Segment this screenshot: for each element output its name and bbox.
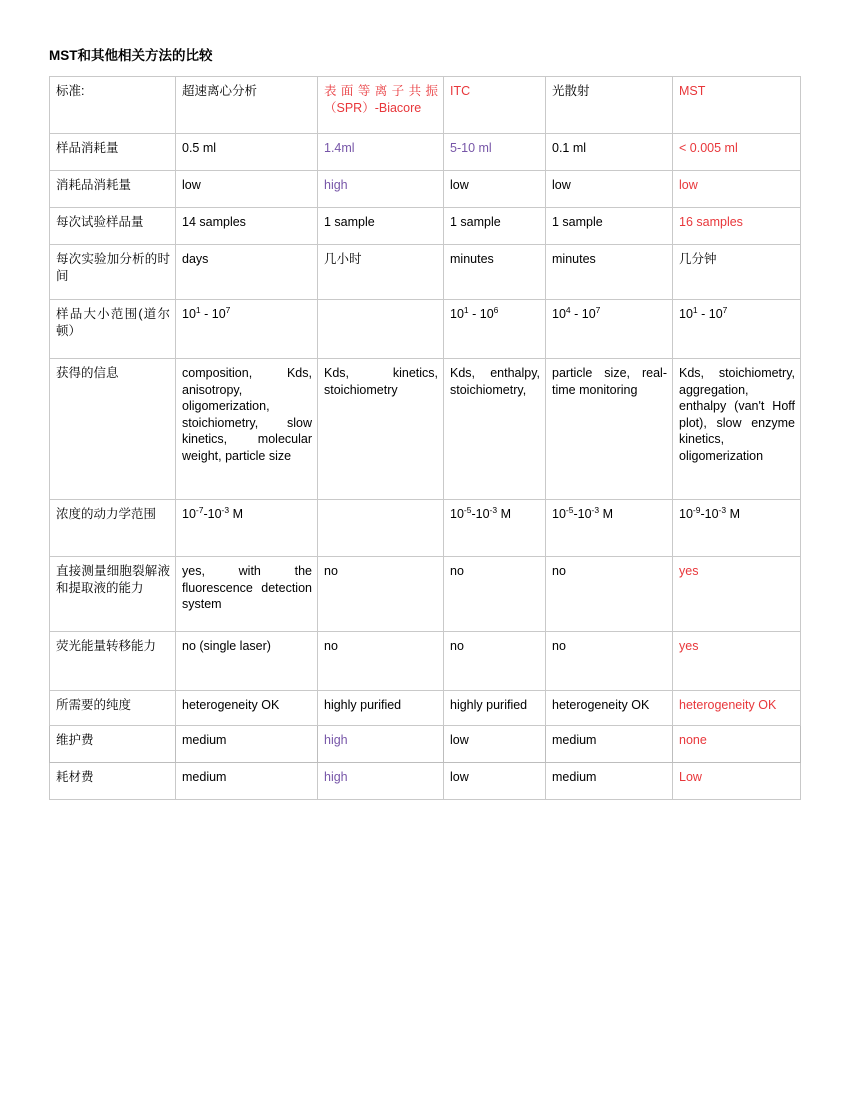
cell-sample-size-range-auc: $10^1 - 10^7$ [176,300,318,359]
cell-time-per-experiment-itc: minutes [444,245,546,300]
cell-maintenance-cost-mst: none [673,726,801,763]
row-label-purity-required: 所需要的纯度 [50,691,176,726]
table-header-row [50,77,801,134]
comparison-table [49,76,801,800]
cell-fret-capability-ls: no [546,632,673,691]
table-row [50,300,801,359]
cell-information-obtained-ls: particle size, real-time monitoring [546,359,673,500]
cell-direct-lysate-measurement-itc: no [444,557,546,632]
cell-purity-required-ls: heterogeneity OK [546,691,673,726]
cell-consumables-cost-itc: low [444,763,546,800]
row-label-time-per-experiment: 每次实验加分析的时间 [50,245,176,300]
cell-consumables-cost-mst: Low [673,763,801,800]
cell-fret-capability-spr: no [318,632,444,691]
cell-information-obtained-spr: Kds, kinetics, stoichiometry [318,359,444,500]
table-row [50,500,801,557]
cell-consumable-consumption-itc: low [444,171,546,208]
cell-maintenance-cost-ls: medium [546,726,673,763]
cell-fret-capability-auc: no (single laser) [176,632,318,691]
cell-fret-capability-itc: no [444,632,546,691]
table-row [50,691,801,726]
cell-consumables-cost-spr: high [318,763,444,800]
table-row [50,763,801,800]
cell-samples-per-experiment-auc: 14 samples [176,208,318,245]
column-header-spr: 表面等离子共振（SPR）-Biacore [318,77,444,134]
cell-consumables-cost-auc: medium [176,763,318,800]
cell-fret-capability-mst: yes [673,632,801,691]
row-label-direct-lysate-measurement: 直接测量细胞裂解液和提取液的能力 [50,557,176,632]
cell-sample-consumption-spr: 1.4ml [318,134,444,171]
table-body [50,77,801,800]
row-label-concentration-dynamic-range: 浓度的动力学范围 [50,500,176,557]
cell-direct-lysate-measurement-auc: yes, with the fluorescence detection system [176,557,318,632]
cell-concentration-dynamic-range-auc: $10^{-7}-10^{-3}$ M [176,500,318,557]
row-label-sample-consumption: 样品消耗量 [50,134,176,171]
row-label-maintenance-cost: 维护费 [50,726,176,763]
row-label-consumable-consumption: 消耗品消耗量 [50,171,176,208]
cell-sample-size-range-itc: $10^1 - 10^6$ [444,300,546,359]
row-label-fret-capability: 荧光能量转移能力 [50,632,176,691]
cell-time-per-experiment-ls: minutes [546,245,673,300]
page-title: MST和其他相关方法的比较 [49,48,213,63]
table-row [50,171,801,208]
cell-samples-per-experiment-ls: 1 sample [546,208,673,245]
cell-direct-lysate-measurement-spr: no [318,557,444,632]
row-label-information-obtained: 获得的信息 [50,359,176,500]
cell-purity-required-spr: highly purified [318,691,444,726]
table-row [50,359,801,500]
column-header-auc: 超速离心分析 [176,77,318,134]
cell-consumable-consumption-auc: low [176,171,318,208]
cell-information-obtained-mst: Kds, stoichiometry, aggregation, enthalpy (van't Hoff plot), slow enzyme kinetics, oligomerization [673,359,801,500]
table-row [50,134,801,171]
cell-concentration-dynamic-range-spr [318,500,444,557]
table-row [50,208,801,245]
cell-time-per-experiment-mst: 几分钟 [673,245,801,300]
cell-concentration-dynamic-range-mst: $10^{-9}-10^{-3}$ M [673,500,801,557]
row-label-sample-size-range: 样品大小范围(道尔顿） [50,300,176,359]
cell-sample-size-range-ls: $10^4 - 10^7$ [546,300,673,359]
cell-consumable-consumption-ls: low [546,171,673,208]
table-row [50,245,801,300]
cell-sample-consumption-ls: 0.1 ml [546,134,673,171]
row-label-samples-per-experiment: 每次试验样品量 [50,208,176,245]
cell-sample-size-range-spr [318,300,444,359]
cell-direct-lysate-measurement-mst: yes [673,557,801,632]
row-label-consumables-cost: 耗材费 [50,763,176,800]
cell-information-obtained-auc: composition, Kds, anisotropy, oligomerization, stoichiometry, slow kinetics, molecular weight, particle size [176,359,318,500]
cell-samples-per-experiment-mst: 16 samples [673,208,801,245]
table-row [50,632,801,691]
cell-concentration-dynamic-range-itc: $10^{-5}-10^{-3}$ M [444,500,546,557]
cell-time-per-experiment-auc: days [176,245,318,300]
column-header-criterion: 标准: [50,77,176,134]
cell-consumable-consumption-spr: high [318,171,444,208]
cell-purity-required-auc: heterogeneity OK [176,691,318,726]
cell-time-per-experiment-spr: 几小时 [318,245,444,300]
cell-maintenance-cost-spr: high [318,726,444,763]
cell-sample-consumption-mst: < 0.005 ml [673,134,801,171]
cell-sample-size-range-mst: $10^1 - 10^7$ [673,300,801,359]
cell-purity-required-mst: heterogeneity OK [673,691,801,726]
cell-sample-consumption-itc: 5-10 ml [444,134,546,171]
table-row [50,557,801,632]
column-header-ls: 光散射 [546,77,673,134]
cell-consumables-cost-ls: medium [546,763,673,800]
cell-concentration-dynamic-range-ls: $10^{-5}-10^{-3}$ M [546,500,673,557]
column-header-mst: MST [673,77,801,134]
cell-sample-consumption-auc: 0.5 ml [176,134,318,171]
cell-maintenance-cost-itc: low [444,726,546,763]
cell-direct-lysate-measurement-ls: no [546,557,673,632]
cell-information-obtained-itc: Kds, enthalpy, stoichiometry, [444,359,546,500]
table-row [50,726,801,763]
cell-samples-per-experiment-itc: 1 sample [444,208,546,245]
cell-samples-per-experiment-spr: 1 sample [318,208,444,245]
cell-purity-required-itc: highly purified [444,691,546,726]
cell-maintenance-cost-auc: medium [176,726,318,763]
column-header-itc: ITC [444,77,546,134]
cell-consumable-consumption-mst: low [673,171,801,208]
